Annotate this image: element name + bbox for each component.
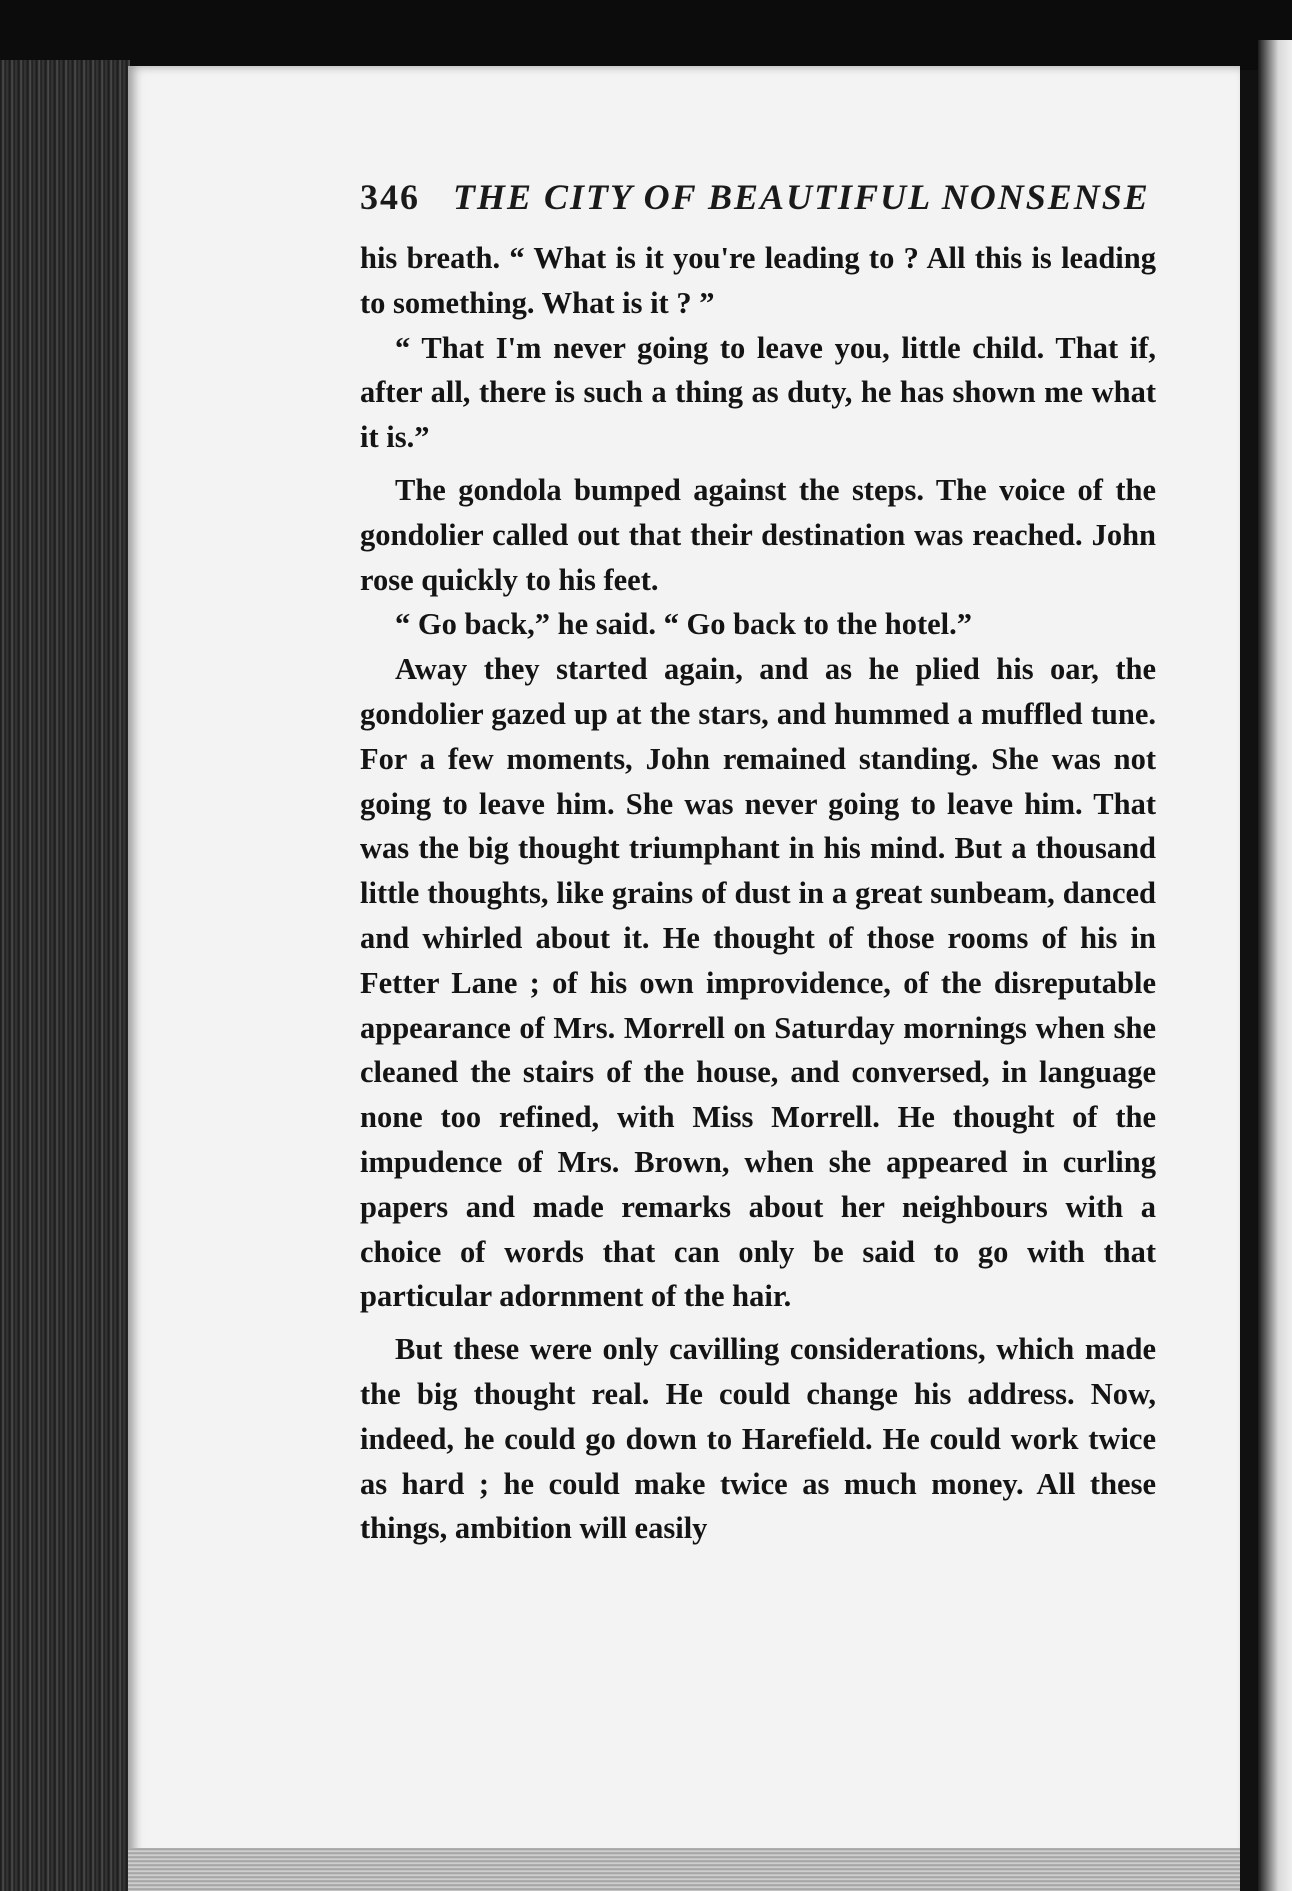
- page-stack-bottom-edge: [128, 1848, 1240, 1891]
- page-header: [360, 176, 1160, 226]
- paragraph: Away they started again, and as he plied his oar, the gondolier gazed up at the stars, and hummed a muffled tune. For a few moments, John remained standing. She was not going to leave him. She was never going to leave him. That was the big thought triumphant in his mind. But a thousand little thoughts, like grains of dust in a great sunbeam, danced and whirled about it. He thought of those rooms of his in Fetter Lane ; of his own improvidence, of the disreputable appearance of Mrs. Morrell on Saturday mornings when she cleaned the stairs of the house, and conversed, in language none too refined, with Miss Morrell. He thought of the impudence of Mrs. Brown, when she appeared in curling papers and made remarks about her neighbours with a choice of words that can only be said to go with that particular adornment of the hair.: [360, 652, 1156, 1314]
- paragraph: But these were only cavilling considerations, which made the big thought real. He could change his address. Now, indeed, he could go down to Harefield. He could work twice as hard ; he could make twice as much money. All these things, ambition will easily: [360, 1332, 1156, 1546]
- book-binding-edge: [0, 60, 130, 1891]
- page-number: 346: [360, 177, 420, 217]
- body-text: [360, 236, 1156, 1551]
- paragraph: The gondola bumped against the steps. The voice of the gondolier called out that their destination was reached. John rose quickly to his feet.: [360, 472, 1156, 597]
- paragraph: “ Go back,” he said. “ Go back to the hotel.”: [395, 607, 972, 642]
- scan-top-border: [0, 0, 1292, 70]
- next-page-edge: [1258, 40, 1292, 1891]
- paragraph: his breath. “ What is it you're leading to ? All this is leading to something. What is it ? ”: [360, 241, 1156, 320]
- running-title: THE CITY OF BEAUTIFUL NONSENSE: [453, 177, 1150, 217]
- paragraph: “ That I'm never going to leave you, little child. That if, after all, there is such a thing as duty, he has shown me what it is.”: [360, 330, 1156, 455]
